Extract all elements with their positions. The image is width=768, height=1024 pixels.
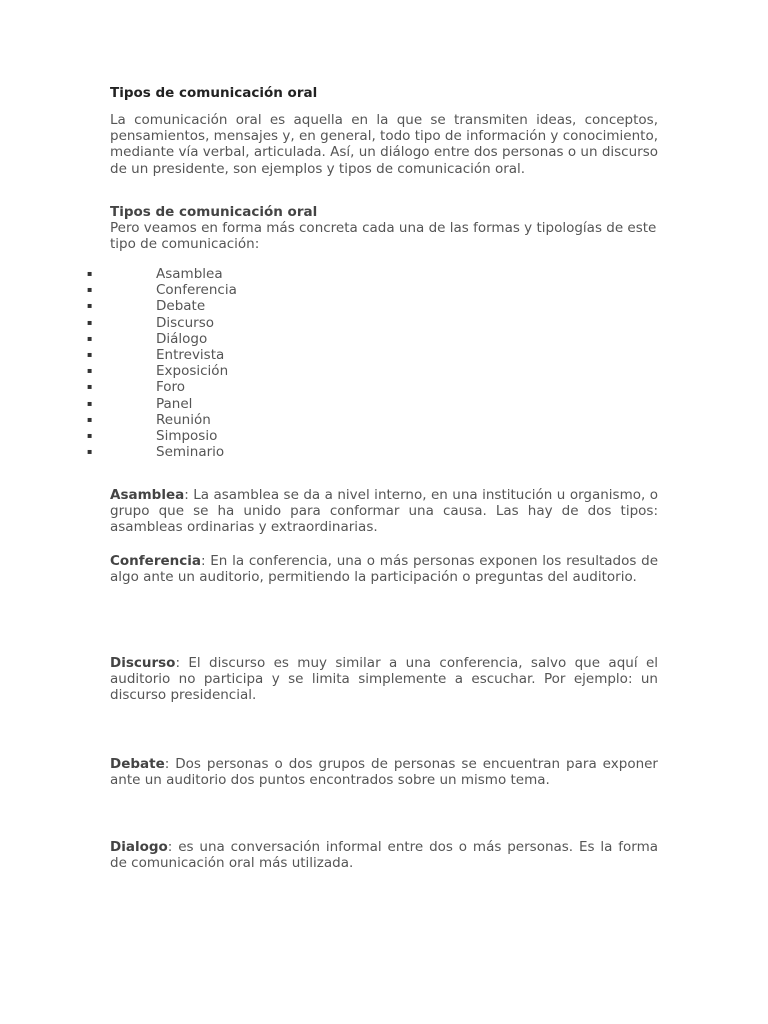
list-item-label: Seminario [156,444,225,461]
bullet-icon: ▪ [87,349,93,359]
bullet-icon: ▪ [87,285,93,295]
list-item-label: Conferencia [156,282,237,299]
definition-asamblea [110,487,658,536]
list-item-label: Panel [156,395,193,412]
subheading-block [110,204,658,253]
definition-term: Asamblea [110,487,185,503]
definition-text: : En la conferencia, una o más personas exponen los resultados de algo ante un auditorio, permitiendo la participación o preguntas del auditorio. [110,553,658,586]
definition-term: Discurso [110,655,176,671]
bullet-icon: ▪ [87,317,93,327]
subheading-title: Tipos de comunicación oral [110,204,318,220]
subheading-text: Pero veamos en forma más concreta cada una de las formas y tipologías de este tipo de comunicación: [110,220,657,253]
definition-text: : Dos personas o dos grupos de personas se encuentran para exponer ante un auditorio dos puntos encontrados sobre un mismo tema. [110,756,658,789]
definition-term: Dialogo [110,839,168,855]
intro-paragraph: La comunicación oral es aquella en la que se transmiten ideas, conceptos, pensamientos, mensajes y, en general, todo tipo de información y conocimiento, mediante vía verbal, articulada. Así, un diálogo entre dos personas o un discurso de un presidente, son ejemplos y tipos de comunicación oral. [110,112,659,177]
list-item-label: Simposio [156,427,218,444]
list-item-label: Entrevista [156,346,225,363]
definition-debate [110,756,658,788]
definition-text: : La asamblea se da a nivel interno, en una institución u organismo, o grupo que se ha unido para conformar una causa. Las hay de dos tipos: asambleas ordinarias y extraordinarias. [110,487,658,536]
list-item-label: Debate [156,298,206,315]
list-item-label: Reunión [156,411,211,428]
definition-dialogo [110,839,658,871]
bullet-icon: ▪ [87,430,93,440]
list-item-label: Foro [156,379,186,396]
list-item-label: Discurso [156,314,215,331]
bullet-icon: ▪ [87,382,93,392]
bullet-icon: ▪ [87,301,93,311]
definition-term: Conferencia [110,553,201,569]
bullet-icon: ▪ [87,398,93,408]
list-item-label: Diálogo [156,330,208,347]
definition-discurso [110,655,658,704]
definition-term: Debate [110,756,165,772]
definition-conferencia [110,553,658,585]
list-item-label: Asamblea [156,266,223,282]
document-title: Tipos de comunicación oral [110,85,318,101]
list-item-label: Exposición [156,363,229,380]
definition-text: : es una conversación informal entre dos o más personas. Es la forma de comunicación oral más utilizada. [110,839,658,872]
bullet-icon: ▪ [87,269,93,278]
bullet-icon: ▪ [87,366,93,376]
definition-text: : El discurso es muy similar a una conferencia, salvo que aquí el auditorio no participa y se limita simplemente a escuchar. Por ejemplo: un discurso presidencial. [110,655,658,704]
bullet-icon: ▪ [87,414,93,424]
bullet-icon: ▪ [87,447,93,457]
bullet-icon: ▪ [87,333,93,343]
